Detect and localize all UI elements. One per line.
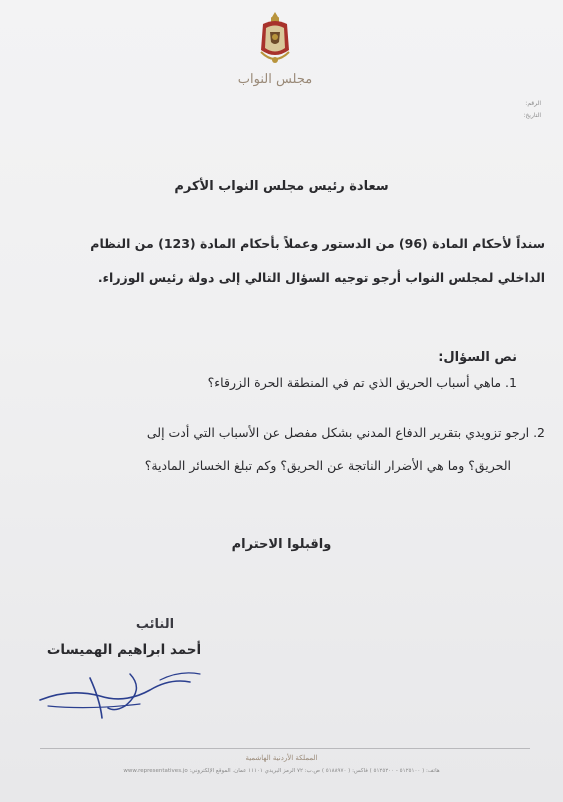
handwritten-signature bbox=[30, 660, 210, 720]
question-2-line-2: الحريق؟ وما هي الأضرار الناتجة عن الحريق؟ وكم تبلغ الخسائر المادية؟ bbox=[144, 458, 511, 473]
signatory-name: أحمد ابراهيم الهميسات bbox=[46, 642, 202, 658]
date-label: التاريخ: bbox=[523, 112, 541, 119]
question-2-line-1: 2. ارجو تزويدي بتقرير الدفاع المدني بشكل مفصل عن الأسباب التي أدت إلى bbox=[146, 425, 545, 440]
footer-logo-text: المملكة الأردنية الهاشمية bbox=[245, 754, 318, 762]
intro-line-2: الداخلي لمجلس النواب أرجو توجيه السؤال التالي إلى دولة رئيس الوزراء. bbox=[97, 270, 545, 285]
signatory-title: النائب bbox=[135, 617, 175, 632]
intro-line-1: سنداً لأحكام المادة (96) من الدستور وعملاً بأحكام المادة (123) من النظام bbox=[90, 236, 545, 251]
royal-crest-icon bbox=[257, 10, 293, 66]
number-label: الرقم: bbox=[525, 100, 541, 107]
footer-contact: هاتف: ( ٥١٢٥١٠٠ - ٥١٢٥٢٠٠ ) فاكس: ( ٥١٨٨٩٧٠ ) ص.ب: ٧٢ الرمز البريدي ١١١٠١ عمان. الموقع الإلكتروني: www.representatives.jo bbox=[123, 768, 440, 774]
question-heading: نص السؤال: bbox=[438, 350, 517, 365]
salutation: سعادة رئيس مجلس النواب الأكرم bbox=[174, 179, 389, 194]
footer-divider bbox=[40, 748, 530, 749]
question-1: 1. ماهي أسباب الحريق الذي تم في المنطقة الحرة الزرقاء؟ bbox=[207, 375, 517, 390]
letterhead-parliament-name: مجلس النواب bbox=[237, 72, 313, 87]
closing: واقبلوا الاحترام bbox=[231, 537, 332, 552]
